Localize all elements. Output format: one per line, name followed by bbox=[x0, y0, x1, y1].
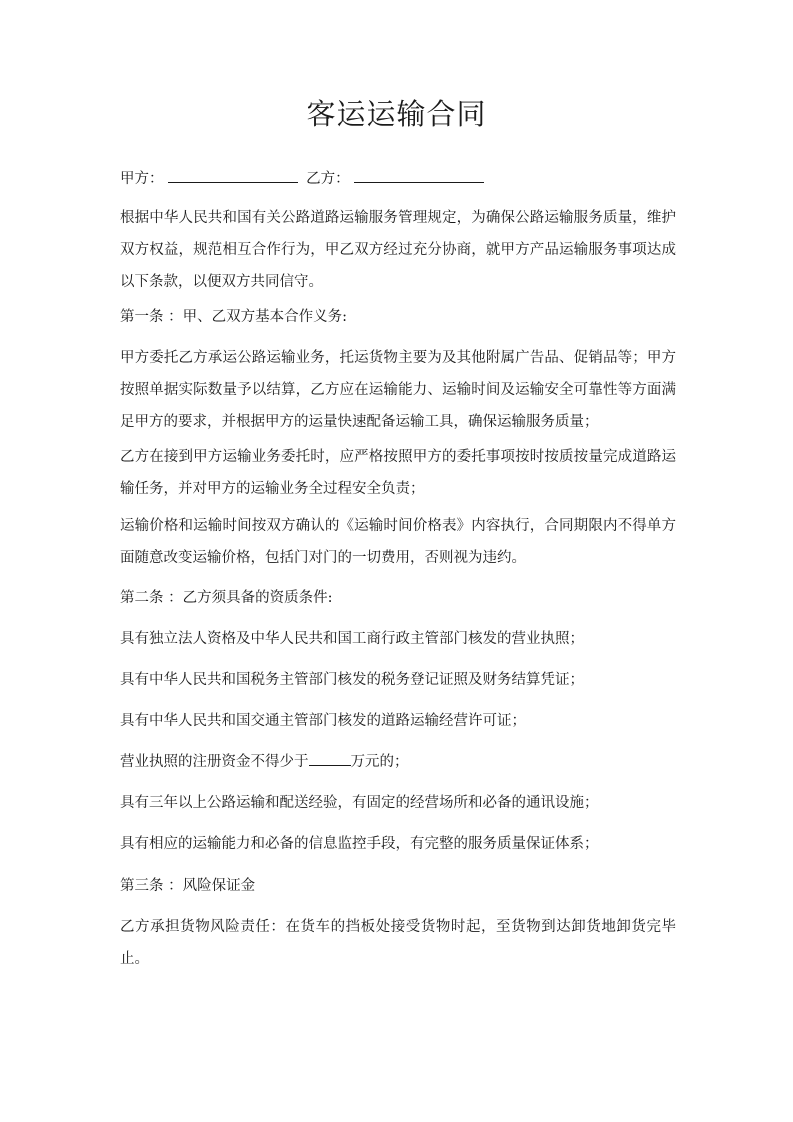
capital-prefix: 营业执照的注册资金不得少于 bbox=[120, 754, 309, 770]
article2-item-3: 具有中华人民共和国交通主管部门核发的道路运输经营许可证； bbox=[120, 713, 526, 729]
article3-paragraph-1: 乙方承担货物风险责任：在货车的挡板处接受货物时起，至货物到达卸货地卸货完毕止。 bbox=[120, 919, 676, 967]
party-b-blank bbox=[354, 166, 484, 183]
article2-capital-item bbox=[120, 746, 676, 778]
intro-paragraph: 根据中华人民共和国有关公路道路运输服务管理规定，为确保公路运输服务质量，维护双方权益，规范相互合作行为，甲乙双方经过充分协商，就甲方产品运输服务事项达成以下条款，以便双方共同信守。 bbox=[120, 210, 676, 290]
article2-item-2: 具有中华人民共和国税务主管部门核发的税务登记证照及财务结算凭证； bbox=[120, 672, 584, 688]
article1-heading: 第一条 ：甲、乙双方基本合作义务: bbox=[120, 309, 347, 325]
article3-heading: 第三条 ：风险保证金 bbox=[120, 878, 256, 894]
article2-heading: 第二条 ：乙方须具备的资质条件: bbox=[120, 590, 333, 606]
article2-item-1: 具有独立法人资格及中华人民共和国工商行政主管部门核发的营业执照； bbox=[120, 631, 584, 647]
party-a-blank bbox=[168, 166, 298, 183]
parties-line bbox=[120, 166, 488, 190]
document-title: 客运运输合同 bbox=[306, 97, 487, 131]
party-a-label: 甲方： bbox=[120, 171, 164, 187]
article2-item-5: 具有三年以上公路运输和配送经验，有固定的经营场所和必备的通讯设施； bbox=[120, 795, 599, 811]
article2-item-6: 具有相应的运输能力和必备的信息监控手段，有完整的服务质量保证体系； bbox=[120, 836, 599, 852]
article1-paragraph-1: 甲方委托乙方承运公路运输业务，托运货物主要为及其他附属广告品、促销品等；甲方按照单据实际数量予以结算，乙方应在运输能力、运输时间及运输安全可靠性等方面满足甲方的要求，并根据甲方的运量快速配备运输工具，确保运输服务质量； bbox=[120, 350, 676, 430]
article1-paragraph-2: 乙方在接到甲方运输业务委托时，应严格按照甲方的委托事项按时按质按量完成道路运输任务，并对甲方的运输业务全过程安全负责； bbox=[120, 449, 676, 497]
capital-suffix: 万元的； bbox=[350, 754, 409, 770]
article1-paragraph-3: 运输价格和运输时间按双方确认的《运输时间价格表》内容执行，合同期限内不得单方面随意改变运输价格，包括门对门的一切费用，否则视为违约。 bbox=[120, 518, 676, 566]
party-b-label: 乙方： bbox=[306, 171, 350, 187]
capital-blank bbox=[309, 749, 351, 766]
